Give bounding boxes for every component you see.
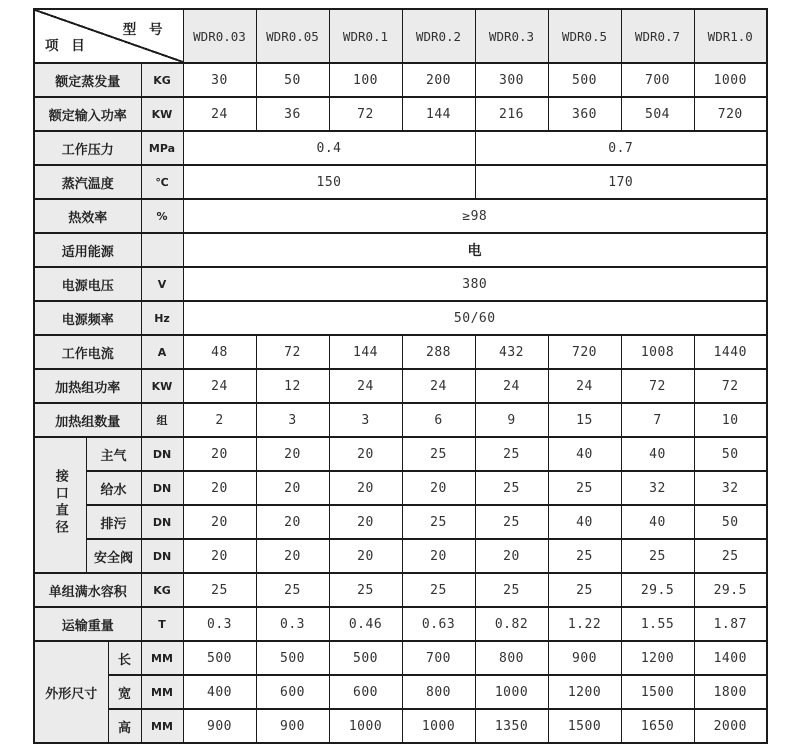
table-row-working-pressure (34, 131, 767, 165)
value-cell: 1.87 (694, 607, 767, 641)
row-label: 安全阀 (86, 539, 141, 573)
row-label: 宽 (108, 675, 141, 709)
row-label: 主气 (86, 437, 141, 471)
row-label: 适用能源 (34, 233, 141, 267)
value-cell: 30 (183, 63, 256, 97)
value-cell: 20 (183, 471, 256, 505)
value-cell: 32 (621, 471, 694, 505)
value-cell: 500 (548, 63, 621, 97)
value-cell: 300 (475, 63, 548, 97)
row-label: 运输重量 (34, 607, 141, 641)
value-cell: 25 (694, 539, 767, 573)
value-cell: 15 (548, 403, 621, 437)
value-cell: 1200 (621, 641, 694, 675)
value-cell: 720 (548, 335, 621, 369)
model-header-cell: WDR0.03 (183, 9, 256, 63)
row-unit: MM (141, 675, 183, 709)
table-row-height (34, 709, 767, 743)
row-label: 排污 (86, 505, 141, 539)
value-cell: 20 (329, 539, 402, 573)
table-row-feed-water (34, 471, 767, 505)
value-cell: 1000 (475, 675, 548, 709)
value-cell: 1.55 (621, 607, 694, 641)
value-cell: 25 (475, 437, 548, 471)
row-label: 长 (108, 641, 141, 675)
model-header-cell: WDR0.1 (329, 9, 402, 63)
table-row-supply-voltage (34, 267, 767, 301)
group-label-text: 接口直径 (52, 469, 68, 537)
value-cell: 20 (256, 539, 329, 573)
row-unit: A (141, 335, 183, 369)
value-cell: 144 (402, 97, 475, 131)
value-cell: 24 (329, 369, 402, 403)
value-cell: 25 (475, 573, 548, 607)
value-cell: 24 (183, 369, 256, 403)
value-cell: 25 (548, 539, 621, 573)
value-cell: 20 (329, 505, 402, 539)
value-cell: 20 (256, 437, 329, 471)
value-cell: 20 (475, 539, 548, 573)
value-cell: 600 (329, 675, 402, 709)
value-cell: 500 (256, 641, 329, 675)
value-cell: 24 (402, 369, 475, 403)
row-unit: % (141, 199, 183, 233)
value-cell: 9 (475, 403, 548, 437)
model-header-cell: WDR1.0 (694, 9, 767, 63)
row-unit: MPa (141, 131, 183, 165)
value-cell: 50 (256, 63, 329, 97)
value-cell: 800 (402, 675, 475, 709)
table-row-rated-evaporation (34, 63, 767, 97)
table-row-water-capacity (34, 573, 767, 607)
row-unit: KW (141, 369, 183, 403)
value-cell-merged: ≥98 (183, 199, 767, 233)
value-cell: 50 (694, 505, 767, 539)
model-header-cell: WDR0.7 (621, 9, 694, 63)
value-cell: 900 (183, 709, 256, 743)
value-cell: 1200 (548, 675, 621, 709)
value-cell: 25 (402, 505, 475, 539)
value-cell: 10 (694, 403, 767, 437)
row-unit: T (141, 607, 183, 641)
table-row-transport-weight (34, 607, 767, 641)
value-cell: 144 (329, 335, 402, 369)
row-unit: Hz (141, 301, 183, 335)
value-cell: 600 (256, 675, 329, 709)
value-cell: 1000 (402, 709, 475, 743)
row-label: 热效率 (34, 199, 141, 233)
value-cell-merged: 电 (183, 233, 767, 267)
value-cell-merged: 0.4 (183, 131, 475, 165)
row-unit: KG (141, 63, 183, 97)
model-header-cell: WDR0.2 (402, 9, 475, 63)
row-label: 给水 (86, 471, 141, 505)
value-cell: 24 (475, 369, 548, 403)
table-row-length (34, 641, 767, 675)
value-cell: 700 (402, 641, 475, 675)
table-row-main-steam (34, 437, 767, 471)
value-cell: 20 (402, 471, 475, 505)
model-header-row (34, 9, 767, 63)
value-cell: 1800 (694, 675, 767, 709)
value-cell: 40 (621, 505, 694, 539)
value-cell: 1400 (694, 641, 767, 675)
value-cell: 720 (694, 97, 767, 131)
value-cell: 0.3 (256, 607, 329, 641)
value-cell: 20 (183, 505, 256, 539)
value-cell: 900 (548, 641, 621, 675)
boiler-spec-table (33, 8, 768, 744)
value-cell: 25 (183, 573, 256, 607)
value-cell: 25 (475, 471, 548, 505)
value-cell: 0.63 (402, 607, 475, 641)
row-label: 蒸汽温度 (34, 165, 141, 199)
row-unit: KW (141, 97, 183, 131)
value-cell: 216 (475, 97, 548, 131)
value-cell: 32 (694, 471, 767, 505)
value-cell: 20 (402, 539, 475, 573)
value-cell: 25 (329, 573, 402, 607)
value-cell-merged: 0.7 (475, 131, 767, 165)
value-cell: 3 (256, 403, 329, 437)
table-row-rated-input-power (34, 97, 767, 131)
value-cell: 360 (548, 97, 621, 131)
value-cell: 72 (329, 97, 402, 131)
value-cell: 500 (329, 641, 402, 675)
value-cell: 25 (256, 573, 329, 607)
table-row-safety-valve (34, 539, 767, 573)
value-cell: 0.46 (329, 607, 402, 641)
value-cell: 700 (621, 63, 694, 97)
value-cell: 48 (183, 335, 256, 369)
value-cell: 72 (621, 369, 694, 403)
value-cell: 200 (402, 63, 475, 97)
row-label: 工作电流 (34, 335, 141, 369)
table-row-energy-source (34, 233, 767, 267)
row-unit: 组 (141, 403, 183, 437)
row-unit: ℃ (141, 165, 183, 199)
row-label: 额定蒸发量 (34, 63, 141, 97)
value-cell: 0.3 (183, 607, 256, 641)
value-cell: 400 (183, 675, 256, 709)
value-cell: 25 (402, 573, 475, 607)
value-cell: 24 (183, 97, 256, 131)
value-cell: 3 (329, 403, 402, 437)
row-unit: DN (141, 437, 183, 471)
value-cell-merged: 170 (475, 165, 767, 199)
group-label-outline-dimensions: 外形尺寸 (34, 641, 108, 743)
row-label: 额定输入功率 (34, 97, 141, 131)
table-row-heater-group-power (34, 369, 767, 403)
value-cell-merged: 150 (183, 165, 475, 199)
group-label-interface-diameter (34, 437, 86, 573)
table-row-steam-temperature (34, 165, 767, 199)
row-label: 加热组功率 (34, 369, 141, 403)
row-unit: DN (141, 505, 183, 539)
value-cell: 25 (475, 505, 548, 539)
value-cell: 1000 (694, 63, 767, 97)
table-row-blowdown (34, 505, 767, 539)
value-cell: 40 (548, 437, 621, 471)
value-cell: 288 (402, 335, 475, 369)
value-cell: 0.82 (475, 607, 548, 641)
value-cell: 1440 (694, 335, 767, 369)
value-cell: 504 (621, 97, 694, 131)
row-unit: DN (141, 471, 183, 505)
value-cell: 72 (694, 369, 767, 403)
value-cell: 20 (256, 471, 329, 505)
value-cell: 36 (256, 97, 329, 131)
model-header-cell: WDR0.5 (548, 9, 621, 63)
value-cell: 800 (475, 641, 548, 675)
model-header-cell: WDR0.3 (475, 9, 548, 63)
value-cell: 2000 (694, 709, 767, 743)
table-row-working-current (34, 335, 767, 369)
value-cell: 1650 (621, 709, 694, 743)
value-cell: 24 (548, 369, 621, 403)
row-unit: DN (141, 539, 183, 573)
value-cell: 900 (256, 709, 329, 743)
corner-item-label: 项 目 (45, 38, 89, 54)
value-cell: 20 (329, 471, 402, 505)
value-cell: 72 (256, 335, 329, 369)
value-cell: 20 (329, 437, 402, 471)
value-cell: 20 (183, 437, 256, 471)
value-cell-merged: 380 (183, 267, 767, 301)
value-cell: 12 (256, 369, 329, 403)
value-cell: 7 (621, 403, 694, 437)
value-cell: 29.5 (621, 573, 694, 607)
value-cell: 40 (621, 437, 694, 471)
row-unit: KG (141, 573, 183, 607)
table-row-width (34, 675, 767, 709)
value-cell: 25 (548, 471, 621, 505)
value-cell: 500 (183, 641, 256, 675)
table-row-heater-group-count (34, 403, 767, 437)
row-unit: MM (141, 709, 183, 743)
value-cell: 1350 (475, 709, 548, 743)
value-cell: 6 (402, 403, 475, 437)
row-label: 工作压力 (34, 131, 141, 165)
corner-diagonal-cell (34, 9, 183, 63)
row-unit (141, 233, 183, 267)
row-label: 单组满水容积 (34, 573, 141, 607)
value-cell: 1008 (621, 335, 694, 369)
row-label: 电源电压 (34, 267, 141, 301)
row-label: 加热组数量 (34, 403, 141, 437)
row-unit: MM (141, 641, 183, 675)
value-cell: 1500 (548, 709, 621, 743)
value-cell: 20 (256, 505, 329, 539)
value-cell: 25 (548, 573, 621, 607)
corner-model-label: 型 号 (122, 22, 167, 38)
value-cell: 1500 (621, 675, 694, 709)
value-cell-merged: 50/60 (183, 301, 767, 335)
value-cell: 50 (694, 437, 767, 471)
value-cell: 20 (183, 539, 256, 573)
table-row-thermal-efficiency (34, 199, 767, 233)
value-cell: 432 (475, 335, 548, 369)
row-label: 电源频率 (34, 301, 141, 335)
value-cell: 2 (183, 403, 256, 437)
value-cell: 1000 (329, 709, 402, 743)
value-cell: 40 (548, 505, 621, 539)
table-row-supply-frequency (34, 301, 767, 335)
value-cell: 100 (329, 63, 402, 97)
model-header-cell: WDR0.05 (256, 9, 329, 63)
value-cell: 1.22 (548, 607, 621, 641)
value-cell: 25 (621, 539, 694, 573)
row-label: 高 (108, 709, 141, 743)
row-unit: V (141, 267, 183, 301)
value-cell: 25 (402, 437, 475, 471)
value-cell: 29.5 (694, 573, 767, 607)
